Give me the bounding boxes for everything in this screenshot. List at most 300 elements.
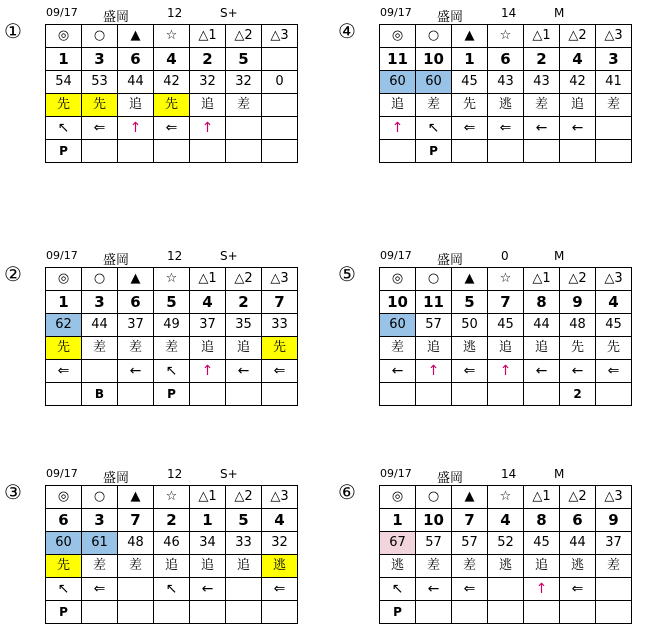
running-style-cell: 先 [46, 555, 82, 578]
running-style-cell: 差 [452, 555, 488, 578]
block-index: ④ [338, 19, 356, 43]
running-style-cell: 先 [596, 337, 632, 360]
trend-arrow-row [380, 360, 632, 383]
race-date: 09/17 [46, 467, 78, 480]
horse-number-cell: 5 [154, 291, 190, 314]
running-style-cell: 差 [118, 555, 154, 578]
running-style-row [46, 337, 298, 360]
trend-arrow-cell: ↑ [190, 360, 226, 383]
running-style-cell: 逃 [560, 555, 596, 578]
mark-cell: ▲ [118, 486, 154, 509]
note-cell: P [46, 140, 82, 163]
trend-arrow-cell: ⇐ [452, 117, 488, 140]
horse-number-cell: 4 [488, 509, 524, 532]
horse-number-cell: 3 [82, 291, 118, 314]
trend-arrow-cell: ⇐ [46, 360, 82, 383]
score-cell: 54 [46, 71, 82, 94]
prediction-grid [379, 267, 632, 406]
score-cell: 32 [190, 71, 226, 94]
race-date: 09/17 [46, 249, 78, 262]
trend-arrow-row [380, 117, 632, 140]
race-number: 14 [501, 6, 517, 20]
running-style-cell: 差 [416, 94, 452, 117]
horse-number-cell: 3 [596, 48, 632, 71]
score-cell: 32 [226, 71, 262, 94]
note-cell [416, 601, 452, 624]
mark-cell: ○ [82, 25, 118, 48]
trend-arrow-cell: ← [118, 360, 154, 383]
running-style-cell: 先 [82, 94, 118, 117]
horse-number-cell: 5 [226, 48, 262, 71]
horse-number-cell: 1 [380, 509, 416, 532]
horse-number-cell: 4 [154, 48, 190, 71]
horse-number-cell: 1 [190, 509, 226, 532]
trend-arrow-cell: ↑ [380, 117, 416, 140]
note-cell [46, 383, 82, 406]
trend-arrow-cell [596, 578, 632, 601]
score-cell: 45 [596, 314, 632, 337]
score-cell: 41 [596, 71, 632, 94]
prediction-grid [45, 24, 298, 163]
race-card-3 [4, 465, 301, 640]
running-style-cell: 追 [380, 94, 416, 117]
trend-arrow-cell: ⇐ [82, 117, 118, 140]
horse-number-cell: 9 [596, 509, 632, 532]
horse-number-cell: 4 [190, 291, 226, 314]
race-venue: 盛岡 [103, 253, 130, 268]
horse-number-row [380, 291, 632, 314]
score-cell: 57 [452, 532, 488, 555]
note-cell [226, 601, 262, 624]
trend-arrow-cell: ← [190, 578, 226, 601]
race-number: 12 [167, 249, 183, 263]
prediction-grid [379, 485, 632, 624]
running-style-cell: 差 [596, 555, 632, 578]
horse-number-cell: 1 [452, 48, 488, 71]
trend-arrow-cell: ↑ [118, 117, 154, 140]
note-cell [82, 140, 118, 163]
trend-arrow-cell: ← [560, 360, 596, 383]
trend-arrow-cell: ← [416, 578, 452, 601]
score-cell: 49 [154, 314, 190, 337]
note-cell [154, 140, 190, 163]
score-cell: 42 [154, 71, 190, 94]
score-row [380, 314, 632, 337]
block-index: ③ [4, 480, 22, 504]
trend-arrow-cell: ⇐ [154, 117, 190, 140]
score-cell: 67 [380, 532, 416, 555]
note-cell [262, 601, 298, 624]
trend-arrow-row [46, 117, 298, 140]
running-style-row [380, 94, 632, 117]
race-venue: 盛岡 [103, 10, 130, 25]
running-style-cell: 差 [416, 555, 452, 578]
score-cell: 37 [118, 314, 154, 337]
prediction-grid [379, 24, 632, 163]
mark-cell: △2 [560, 268, 596, 291]
mark-cell: △1 [190, 486, 226, 509]
note-cell [596, 601, 632, 624]
race-grade: S+ [220, 467, 238, 481]
trend-arrow-cell [118, 578, 154, 601]
running-style-cell: 追 [190, 555, 226, 578]
mark-cell: ☆ [488, 25, 524, 48]
mark-cell: △2 [560, 25, 596, 48]
race-grade: M [554, 249, 565, 263]
mark-cell: △3 [262, 486, 298, 509]
mark-row [380, 486, 632, 509]
trend-arrow-cell: ⇐ [596, 360, 632, 383]
trend-arrow-cell: ↑ [416, 360, 452, 383]
race-venue: 盛岡 [437, 253, 464, 268]
mark-cell: ▲ [452, 25, 488, 48]
horse-number-cell: 7 [262, 291, 298, 314]
mark-cell: ▲ [452, 486, 488, 509]
score-cell: 34 [190, 532, 226, 555]
trend-arrow-cell: ⇐ [82, 578, 118, 601]
block-header [379, 465, 635, 486]
trend-arrow-cell: ⇐ [452, 578, 488, 601]
horse-number-cell: 7 [488, 291, 524, 314]
trend-arrow-cell: ↑ [524, 578, 560, 601]
block-index: ⑤ [338, 262, 356, 286]
score-cell: 57 [416, 314, 452, 337]
score-cell: 60 [416, 71, 452, 94]
note-cell [262, 383, 298, 406]
mark-cell: △2 [560, 486, 596, 509]
note-cell [190, 601, 226, 624]
running-style-cell: 先 [154, 94, 190, 117]
note-cell [82, 601, 118, 624]
mark-cell: ▲ [118, 268, 154, 291]
running-style-cell: 逃 [488, 555, 524, 578]
block-index: ① [4, 19, 22, 43]
note-cell [560, 140, 596, 163]
score-cell: 60 [380, 314, 416, 337]
mark-cell: ☆ [488, 268, 524, 291]
mark-cell: ○ [416, 486, 452, 509]
horse-number-cell: 10 [416, 509, 452, 532]
running-style-cell: 逃 [452, 337, 488, 360]
mark-cell: △1 [524, 25, 560, 48]
mark-row [46, 486, 298, 509]
trend-arrow-cell [226, 578, 262, 601]
trend-arrow-cell: ⇐ [262, 360, 298, 383]
running-style-cell: 逃 [262, 555, 298, 578]
mark-cell: ☆ [488, 486, 524, 509]
running-style-cell [262, 94, 298, 117]
note-cell [452, 140, 488, 163]
running-style-cell: 差 [596, 94, 632, 117]
horse-number-cell: 3 [82, 48, 118, 71]
prediction-grid [45, 267, 298, 406]
note-cell [262, 140, 298, 163]
note-cell: 2 [560, 383, 596, 406]
horse-number-cell: 4 [596, 291, 632, 314]
score-cell: 32 [262, 532, 298, 555]
race-card-2 [4, 247, 301, 422]
horse-number-cell: 6 [560, 509, 596, 532]
note-cell [524, 140, 560, 163]
note-cell [524, 383, 560, 406]
note-cell [118, 601, 154, 624]
trend-arrow-cell [596, 117, 632, 140]
mark-cell: △2 [226, 268, 262, 291]
mark-cell: ○ [416, 268, 452, 291]
score-cell: 42 [560, 71, 596, 94]
horse-number-row [380, 48, 632, 71]
note-row [46, 601, 298, 624]
horse-number-row [380, 509, 632, 532]
horse-number-cell: 6 [46, 509, 82, 532]
mark-cell: ◎ [46, 486, 82, 509]
trend-arrow-row [46, 578, 298, 601]
mark-cell: △3 [596, 25, 632, 48]
horse-number-cell: 2 [154, 509, 190, 532]
note-cell: P [154, 383, 190, 406]
prediction-grid [45, 485, 298, 624]
running-style-row [380, 337, 632, 360]
running-style-row [380, 555, 632, 578]
horse-number-cell: 7 [452, 509, 488, 532]
trend-arrow-cell: ↑ [488, 360, 524, 383]
block-index: ② [4, 262, 22, 286]
trend-arrow-cell: ↑ [190, 117, 226, 140]
mark-cell: ☆ [154, 25, 190, 48]
mark-cell: △1 [190, 25, 226, 48]
score-row [380, 71, 632, 94]
note-cell: P [380, 601, 416, 624]
running-style-cell: 差 [118, 337, 154, 360]
mark-cell: △3 [262, 268, 298, 291]
horse-number-row [46, 509, 298, 532]
mark-cell: △1 [190, 268, 226, 291]
note-cell [380, 383, 416, 406]
horse-number-cell: 7 [118, 509, 154, 532]
horse-number-cell: 1 [46, 48, 82, 71]
note-cell [416, 383, 452, 406]
mark-cell: ◎ [46, 25, 82, 48]
race-venue: 盛岡 [437, 10, 464, 25]
horse-number-cell: 8 [524, 509, 560, 532]
running-style-cell: 追 [560, 94, 596, 117]
race-number: 12 [167, 6, 183, 20]
running-style-cell: 追 [416, 337, 452, 360]
score-cell: 33 [262, 314, 298, 337]
trend-arrow-row [380, 578, 632, 601]
race-venue: 盛岡 [437, 471, 464, 486]
mark-cell: ◎ [380, 268, 416, 291]
block-header [379, 247, 635, 268]
note-cell [596, 383, 632, 406]
running-style-cell: 追 [190, 94, 226, 117]
mark-cell: ☆ [154, 268, 190, 291]
horse-number-row [46, 291, 298, 314]
score-cell: 60 [46, 532, 82, 555]
trend-arrow-cell: ← [524, 360, 560, 383]
running-style-cell: 追 [226, 555, 262, 578]
running-style-cell: 追 [524, 337, 560, 360]
mark-cell: ☆ [154, 486, 190, 509]
trend-arrow-cell: ↖ [46, 578, 82, 601]
trend-arrow-cell: ← [226, 360, 262, 383]
running-style-cell: 差 [154, 337, 190, 360]
note-row [380, 140, 632, 163]
race-grade: S+ [220, 249, 238, 263]
score-row [46, 314, 298, 337]
mark-cell: ○ [82, 268, 118, 291]
race-grade: M [554, 467, 565, 481]
mark-cell: ▲ [452, 268, 488, 291]
running-style-cell: 先 [46, 94, 82, 117]
horse-number-cell: 10 [380, 291, 416, 314]
horse-number-row [46, 48, 298, 71]
race-date: 09/17 [46, 6, 78, 19]
horse-number-cell: 4 [262, 509, 298, 532]
running-style-row [46, 555, 298, 578]
note-cell [226, 383, 262, 406]
running-style-cell: 差 [226, 94, 262, 117]
score-cell: 44 [524, 314, 560, 337]
horse-number-cell: 2 [226, 291, 262, 314]
horse-number-cell: 6 [488, 48, 524, 71]
score-cell: 62 [46, 314, 82, 337]
mark-cell: △3 [596, 268, 632, 291]
horse-number-cell: 2 [524, 48, 560, 71]
race-card-5 [338, 247, 635, 422]
mark-cell: ○ [82, 486, 118, 509]
note-cell: B [82, 383, 118, 406]
trend-arrow-cell: ↖ [154, 578, 190, 601]
running-style-cell: 追 [226, 337, 262, 360]
horse-number-cell: 1 [46, 291, 82, 314]
trend-arrow-cell: ↖ [416, 117, 452, 140]
running-style-cell: 追 [524, 555, 560, 578]
mark-cell: ○ [416, 25, 452, 48]
note-cell [190, 383, 226, 406]
mark-cell: ◎ [380, 486, 416, 509]
block-header [379, 4, 635, 25]
race-grade: S+ [220, 6, 238, 20]
trend-arrow-cell: ← [524, 117, 560, 140]
score-cell: 33 [226, 532, 262, 555]
race-grade: M [554, 6, 565, 20]
mark-row [380, 25, 632, 48]
mark-row [46, 268, 298, 291]
score-cell: 37 [190, 314, 226, 337]
block-index: ⑥ [338, 480, 356, 504]
race-number: 12 [167, 467, 183, 481]
running-style-cell: 先 [46, 337, 82, 360]
horse-number-cell: 5 [226, 509, 262, 532]
running-style-cell: 差 [380, 337, 416, 360]
note-cell [190, 140, 226, 163]
score-cell: 45 [488, 314, 524, 337]
horse-number-cell: 5 [452, 291, 488, 314]
race-card-4 [338, 4, 635, 179]
score-cell: 46 [154, 532, 190, 555]
mark-cell: ◎ [380, 25, 416, 48]
race-number: 0 [501, 249, 509, 263]
running-style-cell: 追 [154, 555, 190, 578]
mark-cell: ◎ [46, 268, 82, 291]
trend-arrow-row [46, 360, 298, 383]
score-cell: 43 [488, 71, 524, 94]
race-card-1 [4, 4, 301, 179]
note-cell [488, 601, 524, 624]
score-cell: 45 [452, 71, 488, 94]
trend-arrow-cell [488, 578, 524, 601]
note-cell [560, 601, 596, 624]
note-cell [488, 140, 524, 163]
running-style-cell: 追 [118, 94, 154, 117]
note-cell [118, 383, 154, 406]
trend-arrow-cell: ↖ [46, 117, 82, 140]
note-cell: P [46, 601, 82, 624]
horse-number-cell: 9 [560, 291, 596, 314]
running-style-cell: 先 [560, 337, 596, 360]
mark-cell: △3 [596, 486, 632, 509]
race-date: 09/17 [380, 6, 412, 19]
mark-cell: △1 [524, 268, 560, 291]
score-cell: 60 [380, 71, 416, 94]
score-row [46, 71, 298, 94]
running-style-cell: 差 [524, 94, 560, 117]
running-style-cell: 追 [190, 337, 226, 360]
race-date: 09/17 [380, 467, 412, 480]
running-style-cell: 逃 [488, 94, 524, 117]
trend-arrow-cell [82, 360, 118, 383]
mark-cell: △2 [226, 25, 262, 48]
score-cell: 50 [452, 314, 488, 337]
score-cell: 48 [118, 532, 154, 555]
trend-arrow-cell: ↖ [154, 360, 190, 383]
horse-number-cell: 4 [560, 48, 596, 71]
horse-number-cell: 3 [82, 509, 118, 532]
horse-number-cell: 10 [416, 48, 452, 71]
trend-arrow-cell: ⇐ [488, 117, 524, 140]
trend-arrow-cell [262, 117, 298, 140]
running-style-cell: 先 [262, 337, 298, 360]
horse-number-cell: 11 [380, 48, 416, 71]
mark-cell: ▲ [118, 25, 154, 48]
race-card-6 [338, 465, 635, 640]
score-cell: 43 [524, 71, 560, 94]
note-cell [524, 601, 560, 624]
score-cell: 44 [118, 71, 154, 94]
score-cell: 45 [524, 532, 560, 555]
race-number: 14 [501, 467, 517, 481]
horse-number-cell [262, 48, 298, 71]
score-row [380, 532, 632, 555]
note-cell [452, 601, 488, 624]
running-style-row [46, 94, 298, 117]
race-venue: 盛岡 [103, 471, 130, 486]
mark-row [46, 25, 298, 48]
mark-cell: △2 [226, 486, 262, 509]
score-cell: 44 [82, 314, 118, 337]
note-cell [488, 383, 524, 406]
running-style-cell: 差 [82, 555, 118, 578]
note-cell [596, 140, 632, 163]
running-style-cell: 差 [82, 337, 118, 360]
score-cell: 37 [596, 532, 632, 555]
block-header [45, 4, 301, 25]
mark-row [380, 268, 632, 291]
trend-arrow-cell: ← [380, 360, 416, 383]
mark-cell: △3 [262, 25, 298, 48]
horse-number-cell: 6 [118, 48, 154, 71]
